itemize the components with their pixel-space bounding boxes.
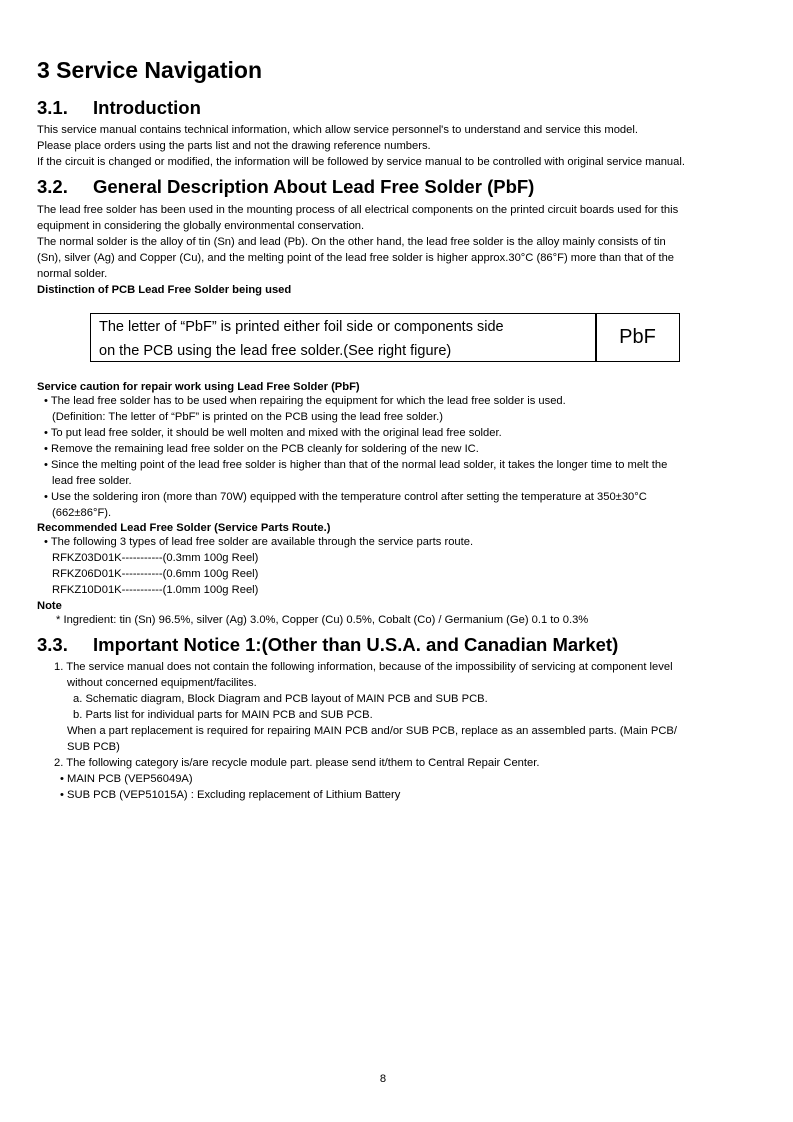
note-heading: Note: [37, 600, 62, 612]
part-number-item: RFKZ03D01K-----------(0.3mm 100g Reel): [52, 552, 259, 564]
section-number: 3.2.: [37, 176, 68, 197]
caution-item: lead free solder.: [52, 475, 132, 487]
caution-item: • The lead free solder has to be used when repairing the equipment for which the lead free solder is used.: [44, 395, 566, 407]
part-number-item: RFKZ10D01K-----------(1.0mm 100g Reel): [52, 584, 259, 596]
notice-item: without concerned equipment/facilites.: [67, 677, 257, 689]
pbf-mark-box: [595, 313, 680, 362]
distinction-heading: Distinction of PCB Lead Free Solder being used: [37, 284, 292, 296]
notice-bullet: • MAIN PCB (VEP56049A): [60, 773, 193, 785]
paragraph-line: equipment in considering the globally environmental conservation.: [37, 220, 365, 232]
section-title: Important Notice 1:(Other than U.S.A. and Canadian Market): [93, 634, 619, 655]
notice-note: When a part replacement is required for repairing MAIN PCB and/or SUB PCB, replace as an assembled parts. (Main PCB/: [67, 725, 677, 737]
notice-note: SUB PCB): [67, 741, 120, 753]
pbf-description-box: [90, 313, 597, 362]
paragraph-line: The normal solder is the alloy of tin (Sn) and lead (Pb). On the other hand, the lead free solder is the alloy mainly consists of tin: [37, 236, 666, 248]
part-number-item: RFKZ06D01K-----------(0.6mm 100g Reel): [52, 568, 259, 580]
paragraph-line: normal solder.: [37, 268, 108, 280]
recommended-heading: Recommended Lead Free Solder (Service Parts Route.): [37, 522, 331, 534]
caution-item: • To put lead free solder, it should be well molten and mixed with the original lead free solder.: [44, 427, 502, 439]
section-number: 3.3.: [37, 634, 68, 655]
caution-item: (Definition: The letter of “PbF” is printed on the PCB using the lead free solder.): [52, 411, 443, 423]
caution-item: (662±86°F).: [52, 507, 112, 519]
notice-bullet: • SUB PCB (VEP51015A) : Excluding replacement of Lithium Battery: [60, 789, 401, 801]
note-text: * Ingredient: tin (Sn) 96.5%, silver (Ag) 3.0%, Copper (Cu) 0.5%, Cobalt (Co) / Germanium (Ge) 0.1 to 0.3%: [56, 614, 589, 626]
intro-line: This service manual contains technical information, which allow service personnel's to understand and service this model.: [37, 124, 638, 136]
intro-line: Please place orders using the parts list and not the drawing reference numbers.: [37, 140, 431, 152]
paragraph-line: (Sn), silver (Ag) and Copper (Cu), and the melting point of the lead free solder is higher approx.30°C (86°F) more than that of the: [37, 252, 675, 264]
caution-item: • Use the soldering iron (more than 70W) equipped with the temperature control after setting the temperature at 350±30°C: [44, 491, 647, 503]
page-number: 8: [379, 1073, 387, 1085]
section-number: 3.1.: [37, 97, 68, 118]
section-3-2-heading: [37, 176, 534, 198]
notice-item: 2. The following category is/are recycle module part. please send it/them to Central Repair Center.: [54, 757, 540, 769]
section-3-1-heading: [37, 97, 201, 119]
caution-item: • Since the melting point of the lead free solder is higher than that of the normal lead solder, it takes the longer time to melt the: [44, 459, 668, 471]
page-title: 3 Service Navigation: [37, 57, 262, 83]
box-text-line: The letter of “PbF” is printed either foil side or components side: [99, 319, 504, 335]
notice-subitem: b. Parts list for individual parts for MAIN PCB and SUB PCB.: [73, 709, 373, 721]
notice-subitem: a. Schematic diagram, Block Diagram and PCB layout of MAIN PCB and SUB PCB.: [73, 693, 488, 705]
recommended-intro: • The following 3 types of lead free solder are available through the service parts route.: [44, 536, 474, 548]
intro-line: If the circuit is changed or modified, the information will be followed by service manual to be controlled with original service manual.: [37, 156, 685, 168]
caution-item: • Remove the remaining lead free solder on the PCB cleanly for soldering of the new IC.: [44, 443, 479, 455]
box-text-line: on the PCB using the lead free solder.(See right figure): [99, 343, 452, 359]
notice-item: 1. The service manual does not contain the following information, because of the impossibility of servicing at component level: [54, 661, 673, 673]
section-title: Introduction: [93, 97, 201, 118]
pbf-mark: PbF: [619, 326, 656, 348]
section-3-3-heading: [37, 634, 618, 656]
caution-heading: Service caution for repair work using Lead Free Solder (PbF): [37, 381, 360, 393]
paragraph-line: The lead free solder has been used in the mounting process of all electrical components on the printed circuit boards used for this: [37, 204, 679, 216]
section-title: General Description About Lead Free Solder (PbF): [93, 176, 535, 197]
